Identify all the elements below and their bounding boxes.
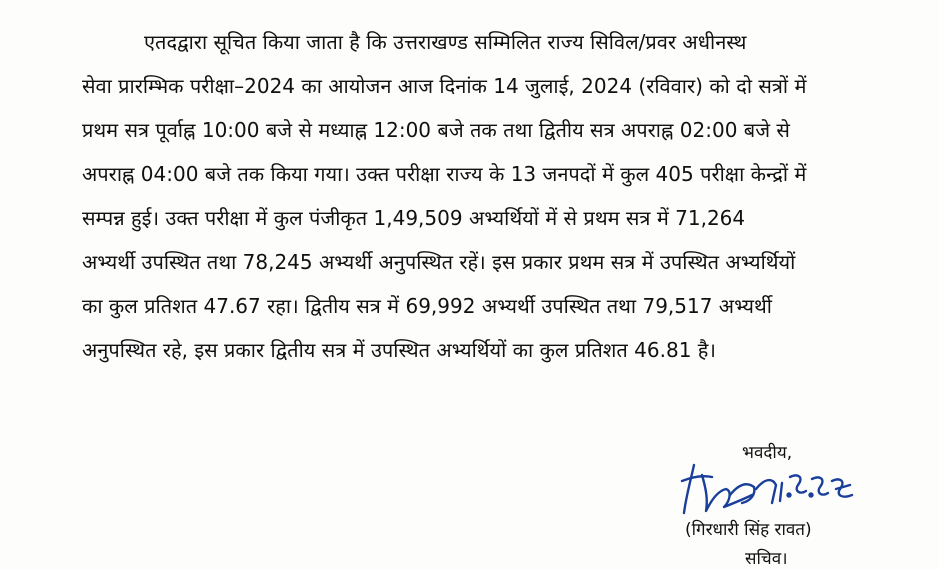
notice-line-6: अभ्यर्थी उपस्थित तथा 78,245 अभ्यर्थी अनुपस्थित रहें। इस प्रकार प्रथम सत्र में उपस्थित अभ्यर्थियों xyxy=(82,250,796,274)
notice-line-3: प्रथम सत्र पूर्वाह्न 10:00 बजे से मध्याह्न 12:00 बजे तक तथा द्वितीय सत्र अपराह्न 02:00 बजे से xyxy=(82,118,790,142)
notice-line-4: अपराह्न 04:00 बजे तक किया गया। उक्त परीक्षा राज्य के 13 जनपदों में कुल 405 परीक्षा केन्द्रों में xyxy=(82,162,807,186)
notice-line-7: का कुल प्रतिशत 47.67 रहा। द्वितीय सत्र में 69,992 अभ्यर्थी उपस्थित तथा 79,517 अभ्यर्थी xyxy=(82,294,772,318)
notice-line-1: एतदद्वारा सूचित किया जाता है कि उत्तराखण्ड सम्मिलित राज्य सिविल/प्रवर अधीनस्थ xyxy=(144,30,747,54)
notice-line-2: सेवा प्रारम्भिक परीक्षा–2024 का आयोजन आज दिनांक 14 जुलाई, 2024 (रविवार) को दो सत्रों में xyxy=(82,74,807,98)
closing-salutation: भवदीय, xyxy=(742,443,793,463)
notice-line-5: सम्पन्न हुई। उक्त परीक्षा में कुल पंजीकृत 1,49,509 अभ्यर्थियों में से प्रथम सत्र में 71,264 xyxy=(82,206,746,230)
notice-body xyxy=(82,20,882,372)
signer-name: (गिरधारी सिंह रावत) xyxy=(685,520,812,540)
signature-image xyxy=(672,455,862,525)
signer-title: सचिव। xyxy=(745,549,788,569)
notice-line-8: अनुपस्थित रहे, इस प्रकार द्वितीय सत्र में उपस्थित अभ्यर्थियों का कुल प्रतिशत 46.81 है। xyxy=(82,338,716,362)
